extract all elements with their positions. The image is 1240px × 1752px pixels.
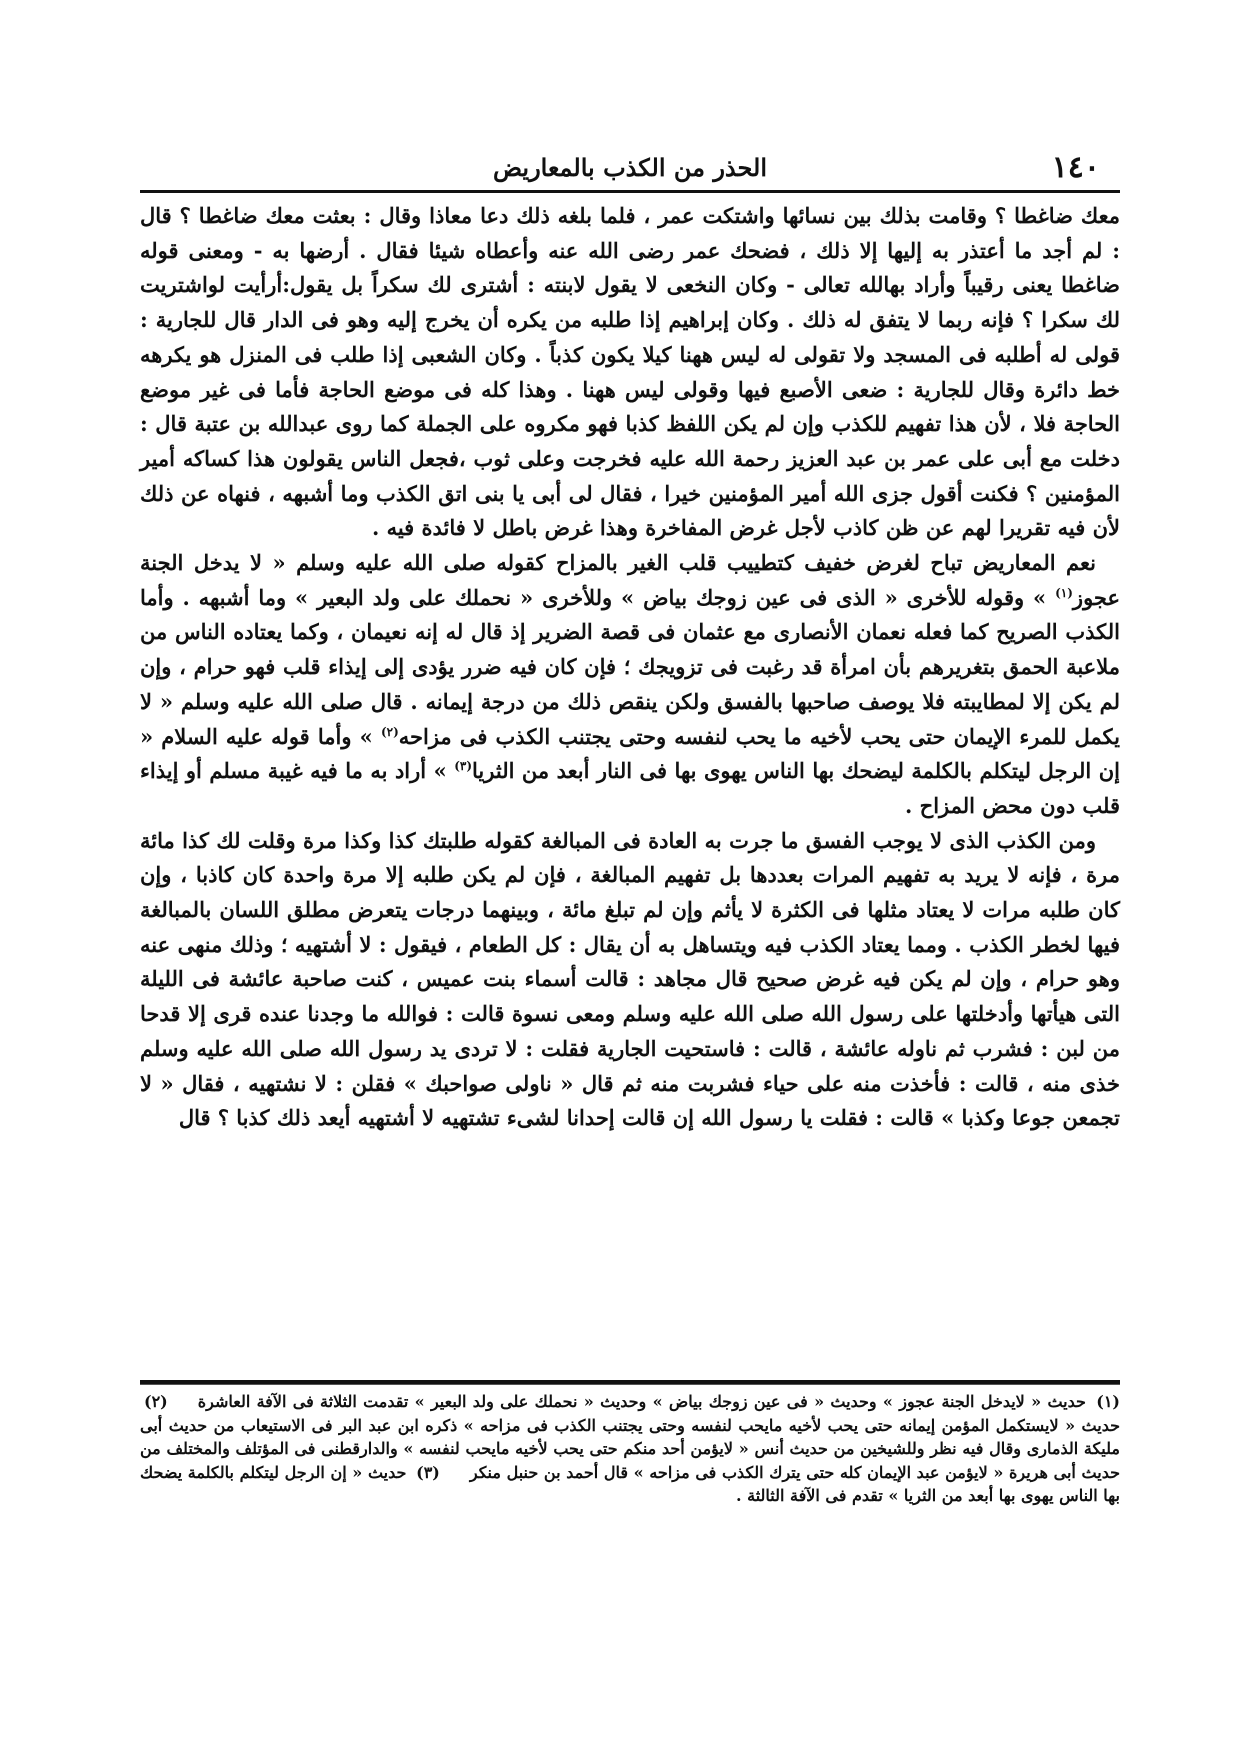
paragraph-2-part-2: » وقوله للأخرى « الذى فى عين زوجك بياض » وللأخرى « نحملك على ولد البعير » وما أشبهه . وأما الكذب الصريح كما فعله نعمان الأنصارى مع عثمان فى قصة الضرير إذ قال له إنه نعيمان ، وكما يعتاده الناس من ملاعبة الحمق بتغريرهم بأن امرأة قد رغبت فى تزويجك ؛ فإن كان فيه ضرر يؤدى إلى إيذاء قلب فهو حرام ، وإن لم يكن إلا لمطايبته فلا يوصف صاحبها بالفسق ولكن ينقص ذلك من درجة إيمانه . قال صلى الله عليه وسلم « لا يكمل للمرء الإيمان حتى يحب لأخيه ما يحب لنفسه وحتى يجتنب الكذب فى مزاحه [140,584,1120,749]
paragraph-1: معك ضاغطا ؟ وقامت بذلك بين نسائها واشتكت عمر ، فلما بلغه ذلك دعا معاذا وقال : بعثت معك ضاغطا ؟ قال : لم أجد ما أعتذر به إليها إلا ذلك ، فضحك عمر رضى الله عنه وأعطاه شيئا فقال . أرضها به - ومعنى قوله ضاغطا يعنى رقيباً وأراد بهالله تعالى - وكان النخعى لا يقول لابنته : أشترى لك سكراً بل يقول:أرأيت لواشتريت لك سكرا ؟ فإنه ربما لا يتفق له ذلك . وكان إبراهيم إذا طلبه من يكره أن يخرج إليه وهو فى الدار قال للجارية : قولى له أطلبه فى المسجد ولا تقولى له ليس ههنا كيلا يكون كذباً . وكان الشعبى إذا طلب فى المنزل هو يكرهه خط دائرة وقال للجارية : ضعى الأصبع فيها وقولى ليس ههنا . وهذا كله فى موضع الحاجة فأما فى غير موضع الحاجة فلا ، لأن هذا تفهيم للكذب وإن لم يكن اللفظ كذبا فهو مكروه على الجملة كما روى عبدالله بن عتبة قال : دخلت مع أبى على عمر بن عبد العزيز رحمة الله عليه فخرجت وعلى ثوب ،فجعل الناس يقولون هذا كساكه أمير المؤمنين ؟ فكنت أقول جزى الله أمير المؤمنين خيرا ، فقال لى أبى يا بنى اتق الكذب وما أشبهه ، فنهاه عن ذلك لأن فيه تقريرا لهم عن ظن كاذب لأجل غرض المفاخرة وهذا غرض باطل لا فائدة فيه . [140,203,1120,541]
footnotes [140,1390,1120,1508]
footnote-ref-2[interactable]: (٢) [380,724,399,739]
footnote-ref-1[interactable]: (١) [1055,585,1073,600]
running-title: الحذر من الكذب بالمعاريض [492,153,768,182]
page-number: ١٤٠ [1051,150,1100,185]
footnote-rule [140,1380,1120,1385]
paragraph-2-part-3: » وأما قوله عليه السلام « إن الرجل ليتكلم بالكلمة ليضحك بها الناس يهوى بها فى النار أبعد من الثريا [140,723,1120,784]
header-rule [140,190,1120,193]
footnote-3-text: حديث « إن الرجل ليتكلم بالكلمة يضحك بها الناس يهوى بها أبعد من الثريا » تقدم فى الآفة الثالثة . [140,1462,1120,1505]
running-header [140,140,1120,188]
paragraph-3: ومن الكذب الذى لا يوجب الفسق ما جرت به العادة فى المبالغة كقوله طلبتك كذا وكذا مرة وقلت لك كذا مائة مرة ، فإنه لا يريد به تفهيم المرات بعددها بل تفهيم المبالغة ، فإن لم يكن طلبه إلا مرة واحدة كان كاذبا ، وإن كان طلبه مرات لا يعتاد مثلها فى الكثرة لا يأثم وإن لم تبلغ مائة ، وبينهما درجات يتعرض مطلق اللسان بالمبالغة فيها لخطر الكذب . ومما يعتاد الكذب فيه ويتساهل به أن يقال : كل الطعام ، فيقول : لا أشتهيه ؛ وذلك منهى عنه وهو حرام ، وإن لم يكن فيه غرض صحيح قال مجاهد : قالت أسماء بنت عميس ، كنت صاحبة عائشة فى الليلة التى هيأتها وأدخلتها على رسول الله صلى الله عليه وسلم ومعى نسوة قالت : فوالله ما وجدنا عنده قرى إلا قدحا من لبن : فشرب ثم ناوله عائشة ، قالت : فاستحيت الجارية فقلت : لا تردى يد رسول الله صلى الله عليه وسلم خذى منه ، قالت : فأخذت منه على حياء فشربت منه ثم قال « ناولى صواحبك » فقلن : لا نشتهيه ، فقال « لا تجمعن جوعا وكذبا » قالت : فقلت يا رسول الله إن قالت إحدانا لشىء تشتهيه لا أشتهيه أيعد ذلك كذبا ؟ قال [140,827,1120,1131]
footnote-ref-3[interactable]: (٣) [454,759,473,774]
footnote-2-number: (٢) [144,1392,168,1411]
footnote-block [140,1390,1120,1508]
footnote-2-text: حديث « لايستكمل المؤمن إيمانه حتى يحب لأخيه مايحب لنفسه وحتى يجتنب الكذب فى مزاحه » ذكره ابن عبد البر فى الاستيعاب من حديث أبى مليكة الذمارى وقال فيه نظر وللشيخين من حديث أنس « لايؤمن أحد منكم حتى يحب لأخيه مايحب لنفسه » والدارقطنى فى المؤتلف والمختلف من حديث أبى هريرة « لايؤمن عبد الإيمان كله حتى يترك الكذب فى مزاحه » قال أحمد بن حنبل منكر [140,1415,1121,1482]
paragraph-2-part-1: نعم المعاريض تباح لغرض خفيف كتطييب قلب الغير بالمزاح كقوله صلى الله عليه وسلم « لا يدخل الجنة عجوز [140,550,1120,610]
paragraph-2 [140,546,1120,824]
paragraph-2-part-4: » أراد به ما فيه غيبة مسلم أو إيذاء قلب دون محض المزاح . [140,758,1120,818]
footnote-3-number: (٣) [416,1462,440,1482]
book-page [140,140,1120,1136]
main-text [140,199,1120,1136]
footnote-1-number: (١) [1096,1392,1120,1411]
footnote-1-text: حديث « لايدخل الجنة عجوز » وحديث « فى عين زوجك بياض » وحديث « نحملك على ولد البعير » تقدمت الثلاثة فى الآفة العاشرة [197,1392,1086,1411]
